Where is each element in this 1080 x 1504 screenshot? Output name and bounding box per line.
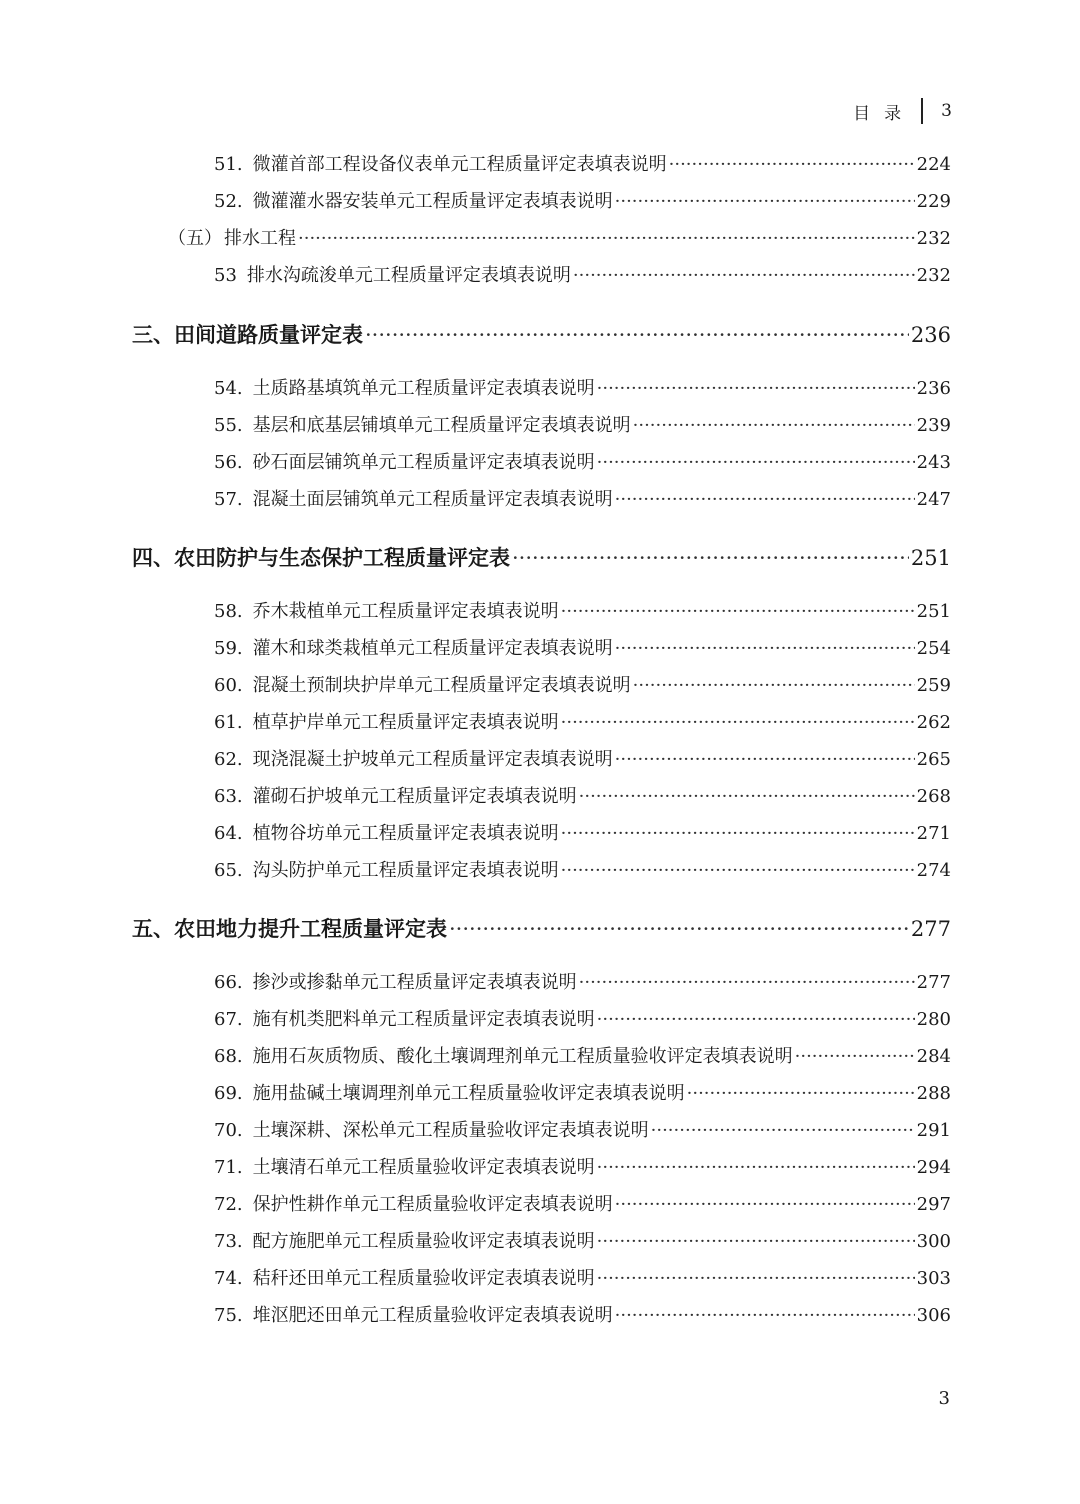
toc-entry[interactable] <box>214 597 951 627</box>
dot-leader <box>669 150 915 180</box>
toc-entry-page: 236 <box>916 378 951 399</box>
toc-entry-page: 280 <box>916 1009 951 1030</box>
dot-leader <box>615 187 915 217</box>
toc-entry-title: 施用盐碱土壤调理剂单元工程质量验收评定表填表说明 <box>252 1083 685 1104</box>
toc-entry[interactable] <box>214 708 951 738</box>
toc-section-heading[interactable] <box>132 541 951 575</box>
toc-entry-title: 沟头防护单元工程质量评定表填表说明 <box>252 860 559 881</box>
toc-entry[interactable] <box>214 1153 951 1183</box>
toc-entry-number: 74. <box>214 1268 243 1289</box>
toc-entry-page: 229 <box>916 191 951 212</box>
running-head-page-number: 3 <box>941 101 952 121</box>
dot-leader <box>573 261 915 291</box>
toc-entry-page: 303 <box>916 1268 951 1289</box>
toc-entry-page: 291 <box>916 1120 951 1141</box>
running-head <box>853 96 952 126</box>
toc-entry[interactable] <box>214 819 951 849</box>
toc-entry[interactable] <box>214 968 951 998</box>
toc-entry-number: 73. <box>214 1231 243 1252</box>
toc-entry[interactable] <box>214 1042 951 1072</box>
toc-entry-title: 土壤清石单元工程质量验收评定表填表说明 <box>252 1157 595 1178</box>
toc-entry-number: 66. <box>214 972 243 993</box>
toc-entry-number: 51. <box>214 154 243 175</box>
toc-entry[interactable] <box>214 671 951 701</box>
toc-entry[interactable] <box>214 261 951 291</box>
dot-leader <box>512 541 909 575</box>
dot-leader <box>561 597 915 627</box>
toc-entry-page: 268 <box>916 786 951 807</box>
toc-entry[interactable] <box>214 374 951 404</box>
toc-entry-title: 保护性耕作单元工程质量验收评定表填表说明 <box>252 1194 613 1215</box>
toc-entry-page: 236 <box>910 323 951 347</box>
dot-leader <box>365 318 909 352</box>
toc-entry-page: 259 <box>916 675 951 696</box>
toc-entry[interactable] <box>214 448 951 478</box>
toc-entry-title: 施用石灰质物质、酸化土壤调理剂单元工程质量验收评定表填表说明 <box>252 1046 793 1067</box>
dot-leader <box>633 411 915 441</box>
toc-entry-title: 排水沟疏浚单元工程质量评定表填表说明 <box>246 265 571 286</box>
toc-entry[interactable] <box>214 485 951 515</box>
toc-entry-number: 68. <box>214 1046 243 1067</box>
toc-entry-page: 251 <box>910 546 951 570</box>
toc-entry-title: 秸秆还田单元工程质量验收评定表填表说明 <box>252 1268 595 1289</box>
toc-entry[interactable] <box>214 745 951 775</box>
toc-entry[interactable] <box>214 1005 951 1035</box>
dot-leader <box>597 1227 915 1257</box>
toc-entry-title: 土质路基填筑单元工程质量评定表填表说明 <box>252 378 595 399</box>
toc-entry-number: 62. <box>214 749 243 770</box>
toc-entry-number: 63. <box>214 786 243 807</box>
toc-entry-number: 59. <box>214 638 243 659</box>
dot-leader <box>298 224 915 254</box>
toc-entry-number: 四、 <box>132 545 174 570</box>
dot-leader <box>561 819 915 849</box>
toc-entry-page: 306 <box>916 1305 951 1326</box>
dot-leader <box>597 1005 915 1035</box>
toc-entry-number: 65. <box>214 860 243 881</box>
toc-entry-page: 251 <box>916 601 951 622</box>
toc-entry-title: 微灌首部工程设备仪表单元工程质量评定表填表说明 <box>252 154 667 175</box>
toc-entry[interactable] <box>214 1301 951 1331</box>
dot-leader <box>561 708 915 738</box>
toc-entry-page: 297 <box>916 1194 951 1215</box>
toc-entry[interactable] <box>214 1227 951 1257</box>
toc-entry-title: 砂石面层铺筑单元工程质量评定表填表说明 <box>252 452 595 473</box>
dot-leader <box>615 1190 915 1220</box>
toc-entry[interactable] <box>214 634 951 664</box>
toc-entry-page: 271 <box>916 823 951 844</box>
toc-entry-number: 69. <box>214 1083 243 1104</box>
toc-entry-number: 55. <box>214 415 243 436</box>
dot-leader <box>561 856 915 886</box>
toc-entry-page: 262 <box>916 712 951 733</box>
toc-entry-title: 植物谷坊单元工程质量评定表填表说明 <box>252 823 559 844</box>
toc-entry[interactable] <box>214 1264 951 1294</box>
toc-entry-title: 农田地力提升工程质量评定表 <box>174 916 447 941</box>
toc-entry-title: 掺沙或掺黏单元工程质量评定表填表说明 <box>252 972 577 993</box>
toc-entry-title: 堆沤肥还田单元工程质量验收评定表填表说明 <box>252 1305 613 1326</box>
toc-entry-number: 60. <box>214 675 243 696</box>
dot-leader <box>597 448 915 478</box>
toc-entry-page: 247 <box>916 489 951 510</box>
dot-leader <box>687 1079 915 1109</box>
toc-entry-number: 54. <box>214 378 243 399</box>
toc-entry[interactable] <box>214 1116 951 1146</box>
page-number: 3 <box>938 1388 950 1409</box>
toc-entry-number: 56. <box>214 452 243 473</box>
toc-entry[interactable] <box>214 411 951 441</box>
toc-entry[interactable] <box>214 856 951 886</box>
toc-entry-page: 243 <box>916 452 951 473</box>
toc-entry-page: 232 <box>916 228 951 249</box>
toc-entry-title: 排水工程 <box>224 228 296 249</box>
toc-entry-page: 284 <box>916 1046 951 1067</box>
running-head-title: 目录 <box>853 103 916 124</box>
dot-leader <box>633 671 915 701</box>
toc-entry-number: （五） <box>168 228 222 249</box>
dot-leader <box>795 1042 915 1072</box>
toc-entry-page: 277 <box>910 917 951 941</box>
toc-entry-page: 277 <box>916 972 951 993</box>
toc-entry-page: 294 <box>916 1157 951 1178</box>
dot-leader <box>579 782 915 812</box>
toc-entry-title: 田间道路质量评定表 <box>174 322 363 347</box>
dot-leader <box>579 968 915 998</box>
toc-entry-title: 灌木和球类栽植单元工程质量评定表填表说明 <box>252 638 613 659</box>
toc-entry-title: 施有机类肥料单元工程质量评定表填表说明 <box>252 1009 595 1030</box>
dot-leader <box>615 1301 915 1331</box>
toc-section-heading[interactable] <box>132 912 951 946</box>
toc-entry-number: 五、 <box>132 916 174 941</box>
toc-entry[interactable] <box>214 1190 951 1220</box>
toc-entry-number: 57. <box>214 489 243 510</box>
toc-entry-title: 植草护岸单元工程质量评定表填表说明 <box>252 712 559 733</box>
toc-entry-number: 67. <box>214 1009 243 1030</box>
toc-entry-page: 239 <box>916 415 951 436</box>
toc-entry-page: 300 <box>916 1231 951 1252</box>
toc-entry-title: 混凝土面层铺筑单元工程质量评定表填表说明 <box>252 489 613 510</box>
toc-entry[interactable] <box>214 1079 951 1109</box>
toc-entry-page: 224 <box>916 154 951 175</box>
toc-entry-number: 70. <box>214 1120 243 1141</box>
toc-entry-number: 61. <box>214 712 243 733</box>
toc-entry-title: 乔木栽植单元工程质量评定表填表说明 <box>252 601 559 622</box>
toc-entry-number: 72. <box>214 1194 243 1215</box>
dot-leader <box>597 1153 915 1183</box>
toc-entry-title: 基层和底基层铺填单元工程质量评定表填表说明 <box>252 415 631 436</box>
toc-entry-page: 274 <box>916 860 951 881</box>
dot-leader <box>651 1116 915 1146</box>
toc-entry-page: 254 <box>916 638 951 659</box>
toc-entry-title: 配方施肥单元工程质量验收评定表填表说明 <box>252 1231 595 1252</box>
toc-entry-number: 64. <box>214 823 243 844</box>
dot-leader <box>597 1264 915 1294</box>
toc-entry-number: 71. <box>214 1157 243 1178</box>
dot-leader <box>597 374 915 404</box>
toc-entry-title: 微灌灌水器安装单元工程质量评定表填表说明 <box>252 191 613 212</box>
dot-leader <box>615 634 915 664</box>
toc-entry-number: 53 <box>214 265 237 286</box>
toc-entry-page: 288 <box>916 1083 951 1104</box>
toc-section-heading[interactable] <box>132 318 951 352</box>
running-head-divider <box>921 98 923 124</box>
toc-entry-page: 232 <box>916 265 951 286</box>
toc-entry-title: 灌砌石护坡单元工程质量评定表填表说明 <box>252 786 577 807</box>
dot-leader <box>615 745 915 775</box>
toc-entry-title: 混凝土预制块护岸单元工程质量评定表填表说明 <box>252 675 631 696</box>
toc-entry-number: 58. <box>214 601 243 622</box>
toc-entry[interactable] <box>214 150 951 180</box>
toc-entry-page: 265 <box>916 749 951 770</box>
toc-entry-title: 土壤深耕、深松单元工程质量验收评定表填表说明 <box>252 1120 649 1141</box>
dot-leader <box>449 912 909 946</box>
toc-entry-number: 75. <box>214 1305 243 1326</box>
toc-subsection-heading[interactable] <box>168 224 951 254</box>
toc-entry[interactable] <box>214 187 951 217</box>
toc-entry[interactable] <box>214 782 951 812</box>
toc-entry-number: 52. <box>214 191 243 212</box>
toc-entry-title: 现浇混凝土护坡单元工程质量评定表填表说明 <box>252 749 613 770</box>
toc-entry-title: 农田防护与生态保护工程质量评定表 <box>174 545 510 570</box>
toc-entry-number: 三、 <box>132 322 174 347</box>
dot-leader <box>615 485 915 515</box>
